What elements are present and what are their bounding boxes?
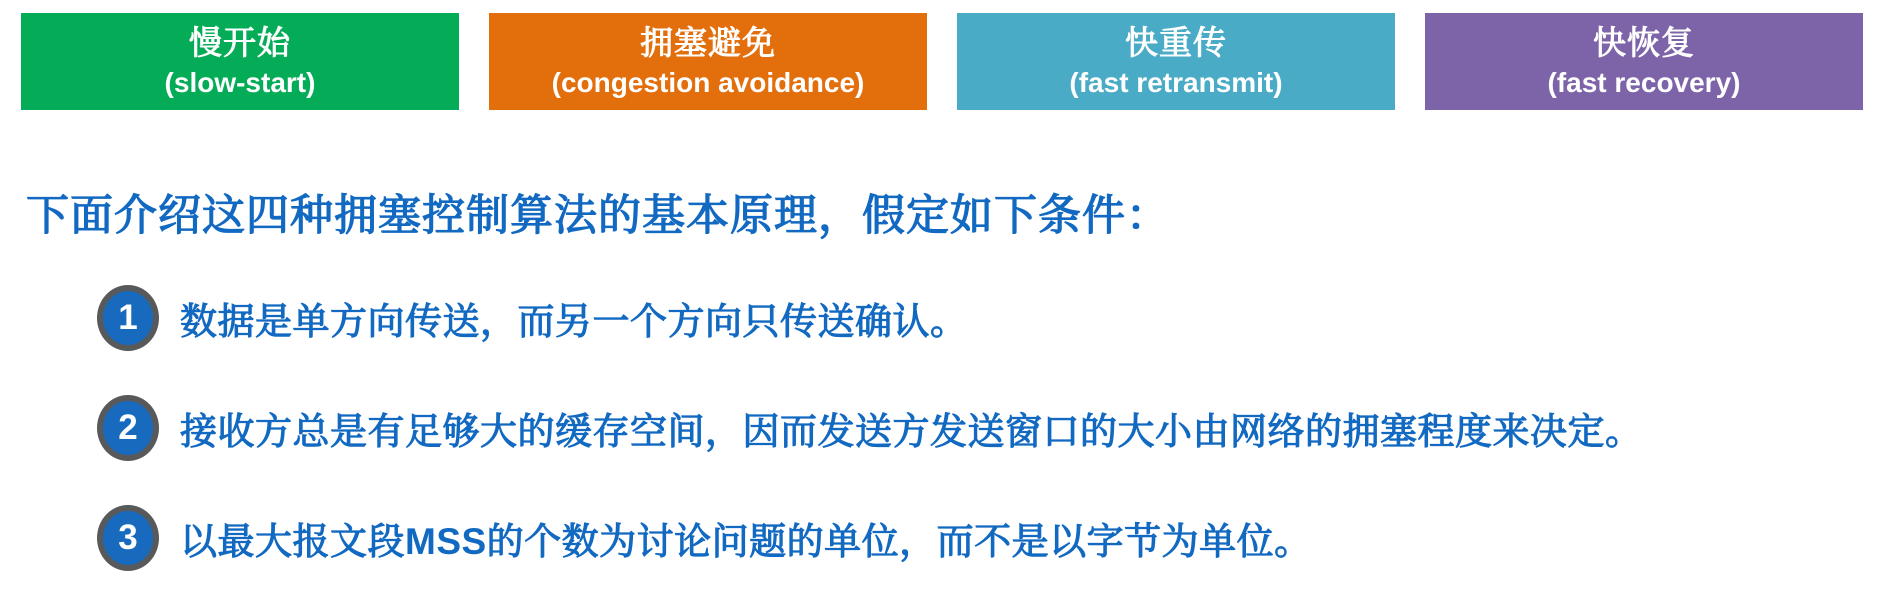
algorithm-box-slow-start: [21, 13, 459, 110]
algorithm-box-fast-retransmit: [957, 13, 1395, 110]
algorithm-box-congestion-avoidance: [489, 13, 927, 110]
condition-number-badge: 2: [97, 395, 159, 461]
condition-item-1: [97, 286, 1643, 350]
condition-text: 数据是单方向传送，而另一个方向只传送确认。: [180, 301, 968, 342]
conditions-list: [97, 286, 1643, 613]
condition-item-2: [97, 396, 1643, 460]
box-title-en: (slow-start): [164, 66, 316, 98]
condition-text: 接收方总是有足够大的缓存空间，因而发送方发送窗口的大小由网络的拥塞程度来决定。: [180, 411, 1643, 452]
condition-item-3: [97, 506, 1643, 570]
box-title-zh: 拥塞避免: [640, 24, 776, 62]
condition-number-badge: 3: [97, 505, 159, 571]
condition-number-badge: 1: [97, 285, 159, 351]
box-title-en: (fast retransmit): [1069, 66, 1283, 98]
box-title-en: (congestion avoidance): [551, 66, 865, 98]
condition-text: 以最大报文段MSS的个数为讨论问题的单位，而不是以字节为单位。: [180, 521, 1312, 562]
box-title-zh: 快重传: [1125, 24, 1227, 62]
algorithm-boxes-row: [21, 13, 1863, 110]
intro-heading: 下面介绍这四种拥塞控制算法的基本原理，假定如下条件：: [26, 192, 1170, 240]
algorithm-box-fast-recovery: [1425, 13, 1863, 110]
box-title-zh: 慢开始: [189, 24, 291, 62]
box-title-zh: 快恢复: [1593, 24, 1695, 62]
box-title-en: (fast recovery): [1547, 66, 1741, 98]
